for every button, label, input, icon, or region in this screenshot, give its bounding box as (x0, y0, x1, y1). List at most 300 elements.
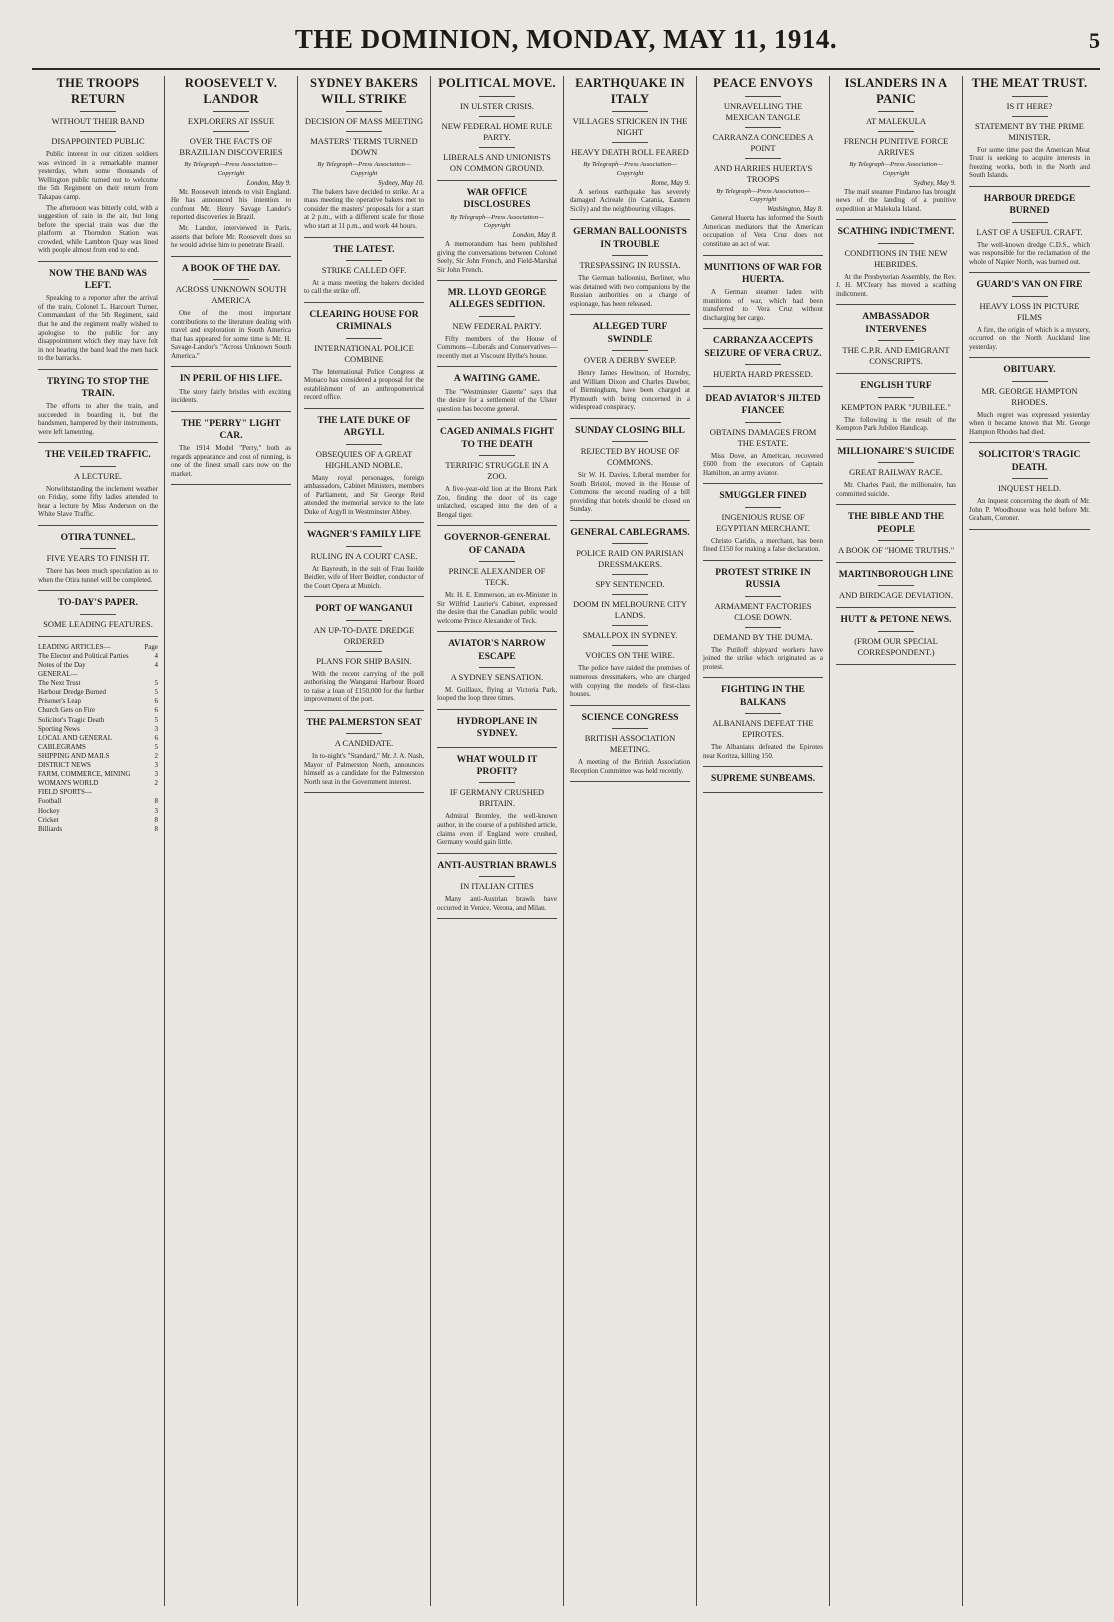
article-headline: ISLANDERS IN A PANIC (844, 76, 948, 106)
article (703, 684, 823, 767)
article (171, 263, 291, 368)
article (171, 76, 291, 257)
rule-divider (612, 594, 648, 595)
article (969, 76, 1090, 187)
rule-divider (1012, 478, 1048, 479)
rule-divider (878, 131, 914, 132)
article-paragraph: Admiral Bromley, the well-known author, in the course of a published article, claims even if England were crushed, Germany would gain little. (437, 812, 557, 847)
rule-divider (80, 111, 116, 112)
rule-divider (745, 713, 781, 714)
article-body (38, 402, 158, 436)
section-divider (570, 314, 690, 315)
rule-divider (479, 561, 515, 562)
contents-label: FARM, COMMERCE, MINING (38, 770, 131, 779)
contents-page: 4 (154, 661, 158, 670)
article-headline: AVIATOR'S NARROW ESCAPE (448, 639, 546, 662)
rule-divider (346, 733, 382, 734)
article (969, 279, 1090, 358)
contents-row (38, 679, 158, 688)
article-deck: WITHOUT THEIR BAND (51, 116, 145, 127)
article-paragraph: General Huerta has informed the South American mediators that the American occupation of Vera Cruz does not constitute an act of war. (703, 214, 823, 248)
article-body (969, 411, 1090, 437)
article-headline: PORT OF WANGANUI (315, 604, 413, 615)
article-body (570, 188, 690, 214)
article-deck: MR. GEORGE HAMPTON RHODES. (981, 385, 1078, 407)
article-headline: WAGNER'S FAMILY LIFE (306, 530, 422, 541)
article-paragraph: Henry James Hewitson, of Hornsby, and William Dixon and Charles Dawber, of Birmingham, have been charged at Plymouth with being concerned in a widespread conspiracy. (570, 369, 690, 412)
article-deck: A LECTURE. (73, 470, 123, 481)
article-headline: TO-DAY'S PAPER. (57, 598, 139, 609)
rule-divider (745, 364, 781, 365)
section-divider (836, 504, 956, 505)
contents-page: 3 (154, 724, 158, 733)
section-divider (437, 747, 557, 748)
article-headline: THE MEAT TRUST. (971, 76, 1088, 90)
article (437, 426, 557, 526)
contents-label: WOMAN'S WORLD (38, 779, 99, 788)
article-paragraph: At Bayreuth, in the suit of Frau Isolde Beidler, wife of Herr Beidler, conductor of the Court Opera at Munich. (304, 564, 424, 590)
article-body (171, 188, 291, 250)
article-body (836, 416, 956, 433)
article-deck: DEMAND BY THE DUMA. (713, 631, 813, 642)
article-body (703, 743, 823, 760)
article-body (38, 485, 158, 519)
section-divider (437, 631, 557, 632)
article-body (836, 188, 956, 214)
contents-label: Church Gets on Fire (38, 706, 95, 715)
section-divider (836, 607, 956, 608)
article-paragraph: The police have raided the premises of numerous dressmakers, who are charged with copying the models of first-class houses. (570, 664, 690, 699)
article-deck: VILLAGES STRICKEN IN THE NIGHT (572, 116, 688, 138)
article-deck: PLANS FOR SHIP BASIN. (316, 655, 412, 666)
article-byline: By Telegraph—Press Association—Copyright (583, 161, 677, 177)
article-body (570, 758, 690, 775)
article-body (304, 752, 424, 786)
section-divider (304, 596, 424, 597)
section-divider (304, 522, 424, 523)
article-headline: EARTHQUAKE IN ITALY (575, 76, 685, 106)
article-byline: By Telegraph—Press Association—Copyright (317, 161, 411, 177)
page-number: 5 (1089, 28, 1100, 53)
contents-page: 6 (154, 697, 158, 706)
article-headline: GENERAL CABLEGRAMS. (570, 527, 690, 538)
article-body (703, 214, 823, 248)
article-headline: GERMAN BALLOONISTS IN TROUBLE (573, 227, 687, 250)
rule-divider (745, 127, 781, 128)
article-headline: THE VEILED TRAFFIC. (45, 450, 151, 461)
rule-divider (612, 111, 648, 112)
article-deck: HEAVY DEATH ROLL FEARED (571, 147, 689, 158)
rule-divider (346, 651, 382, 652)
article-paragraph: At a mass meeting the bakers decided to call the strike off. (304, 278, 424, 296)
article-deck: ALBANIANS DEFEAT THE EPIROTES. (712, 718, 814, 740)
masthead (32, 24, 1100, 70)
article-headline: WHAT WOULD IT PROFIT? (456, 754, 538, 778)
article-deck: A SYDNEY SENSATION. (450, 671, 544, 682)
section-divider (836, 439, 956, 440)
section-divider (437, 709, 557, 710)
article-headline: SUNDAY CLOSING BILL (575, 425, 685, 436)
rule-divider (745, 96, 781, 97)
rule-divider (878, 462, 914, 463)
contents-page: 4 (154, 651, 158, 660)
article-byline: By Telegraph—Press Association—Copyright (716, 187, 810, 204)
article (570, 321, 690, 418)
article (703, 393, 823, 484)
article-body (304, 279, 424, 296)
article (38, 597, 158, 636)
article (437, 716, 557, 748)
contents-page: Page (144, 642, 158, 651)
article-dateline: London, May 8. (512, 231, 557, 240)
section-divider (38, 525, 158, 526)
contents-label: Cricket (38, 815, 59, 824)
article-headline: THE LATE DUKE OF ARGYLL (317, 415, 411, 439)
rule-divider (346, 111, 382, 112)
article-headline: GUARD'S VAN ON FIRE (976, 280, 1083, 291)
contents-label: Sporting News (38, 724, 80, 733)
article-headline: PROTEST STRIKE IN RUSSIA (715, 567, 811, 591)
article-headline: MUNITIONS OF WAR FOR HUERTA. (704, 262, 822, 285)
article-paragraph: Mr. Charles Paul, the millionaire, has committed suicide. (836, 481, 956, 498)
article-body (703, 288, 823, 322)
rule-divider (213, 279, 249, 280)
rule-divider (80, 131, 116, 132)
article-paragraph: Much regret was expressed yesterday when it became known that Mr. George Hampton Rhodes had died. (969, 410, 1090, 436)
article-paragraph: The story fairly bristles with exciting incidents. (171, 387, 291, 405)
article-body (969, 497, 1090, 523)
article (38, 76, 158, 262)
rule-divider (80, 614, 116, 615)
article-body (570, 369, 690, 412)
article-body (437, 591, 557, 625)
rule-divider (745, 627, 781, 628)
article-headline: OTIRA TUNNEL. (60, 532, 136, 543)
article-paragraph: For some time past the American Meat Trust is seeking to acquire interests in freezing works, both in the North and South Islands. (969, 145, 1090, 180)
contents-page: 6 (154, 733, 158, 742)
article-deck: BRITISH ASSOCIATION MEETING. (584, 732, 676, 754)
section-divider (38, 590, 158, 591)
rule-divider (745, 422, 781, 423)
article-deck: FRENCH PUNITIVE FORCE ARRIVES (843, 136, 949, 158)
article-body (304, 670, 424, 704)
article (304, 244, 424, 303)
article-paragraph: Mr. Landor, interviewed in Paris, asserts that before Mr. Roosevelt does so he would advise him to penetrate Brazil. (171, 223, 291, 250)
article (570, 527, 690, 706)
rule-divider (213, 111, 249, 112)
article (304, 717, 424, 794)
article (836, 226, 956, 305)
article-deck: POLICE RAID ON PARISIAN DRESSMAKERS. (576, 548, 684, 570)
article-deck: INGENIOUS RUSE OF EGYPTIAN MERCHANT. (716, 511, 810, 533)
contents-label: Prisoner's Leap (38, 697, 82, 706)
contents-label: Harbour Dredge Burned (38, 688, 107, 697)
article (304, 603, 424, 711)
article-paragraph: A memorandum has been published giving the conversations between Colonel Seely, Sir John French, and Field-Marshal Sir John French. (437, 240, 557, 274)
article-paragraph: There has been much speculation as to when the Otira tunnel will be completed. (38, 567, 158, 584)
section-divider (38, 442, 158, 443)
article-body (836, 273, 956, 299)
contents-row (38, 788, 158, 797)
contents-label: SHIPPING AND MAILS (38, 751, 110, 760)
contents-page: 3 (154, 761, 158, 770)
article (703, 773, 823, 792)
article-paragraph: With the recent carrying of the poll authorising the Wanganui Harbour Board to raise a loan of £150,000 for the further improvement of the port. (304, 669, 424, 704)
rule-divider (346, 260, 382, 261)
section-divider (171, 366, 291, 367)
article-byline: By Telegraph—Press Association—Copyright (184, 161, 278, 177)
article-deck: IF GERMANY CRUSHED BRITAIN. (449, 787, 545, 809)
article-deck: INTERNATIONAL POLICE COMBINE (314, 342, 414, 364)
article-paragraph: Fifty members of the House of Commons—Liberals and Conservatives—recently met at Viscount Hythe's house. (437, 334, 557, 360)
contents-label: The Elector and Political Parties (38, 651, 129, 660)
article (836, 76, 956, 220)
article-paragraph: At the Presbyterian Assembly, the Rev. J. H. M'Cleary has moved a scathing indictment. (836, 272, 956, 298)
rule-divider (479, 147, 515, 148)
article (969, 193, 1090, 273)
section-divider (570, 418, 690, 419)
article (836, 511, 956, 563)
article (437, 373, 557, 420)
article-headline: ROOSEVELT V. LANDOR (184, 76, 278, 106)
section-divider (969, 272, 1090, 273)
article-headline: THE TROOPS RETURN (56, 76, 140, 106)
article-paragraph: The well-known dredge C.D.S., which was responsible for the reclamation of the whole of Napier North, was burned out. (969, 240, 1090, 266)
article-headline: ANTI-AUSTRIAN BRAWLS (437, 860, 557, 871)
contents-row (38, 716, 158, 725)
article-byline: By Telegraph—Press Association—Copyright (450, 213, 544, 229)
contents-row (38, 770, 158, 779)
article-deck: TERRIFIC STRUGGLE IN A ZOO. (445, 460, 549, 482)
article (38, 532, 158, 591)
article-paragraph: Speaking to a reporter after the arrival of the train, Colonel L. Harcourt Turner, Commandant of the 5th Regiment, said that he and the regiment really wished to apologise to the public for any disappointment which they may have felt in not hearing the band lead the men back to the barracks. (38, 294, 158, 363)
article-deck: EXPLORERS AT ISSUE (187, 116, 275, 127)
section-divider (38, 636, 158, 637)
rule-divider (612, 441, 648, 442)
section-divider (836, 664, 956, 665)
article (437, 860, 557, 919)
article-deck: NEW FEDERAL HOME RULE PARTY. (441, 120, 553, 142)
section-divider (969, 186, 1090, 187)
article-deck: (FROM OUR SPECIAL CORRESPONDENT.) (854, 635, 938, 657)
contents-page: 2 (154, 779, 158, 788)
article-body (570, 274, 690, 308)
article (703, 76, 823, 256)
article-body (437, 240, 557, 274)
contents-row (38, 734, 158, 743)
rule-divider (1012, 381, 1048, 382)
article-headline: HUTT & PETONE NEWS. (840, 615, 952, 626)
article-paragraph: The German balloonist, Berliner, who was detained with two companions by the Russian authorities on a charge of espionage, has been released. (570, 274, 690, 308)
article-headline: MARTINBOROUGH LINE (838, 569, 954, 580)
rule-divider (612, 625, 648, 626)
contents-row (38, 825, 158, 834)
article-paragraph: Mr. H. E. Emmerson, an ex-Minister in Sir Wilfrid Laurier's Cabinet, expressed the desire that the Canadian public would welcome Prince Alexander of Teck. (437, 591, 557, 625)
article-dateline: Sydney, May 9. (913, 178, 956, 187)
article-paragraph: The afternoon was bitterly cold, with a suggestion of rain in the air, but long before the special train was due the platform at Thorndon Station was crowded, while Lambton Quay was lined with people almost from end to end. (38, 203, 158, 255)
article-headline: AMBASSADOR INTERVENES (862, 312, 930, 335)
article-headline: NOW THE BAND WAS LEFT. (49, 268, 147, 292)
article-deck: TRESPASSING IN RUSSIA. (579, 260, 681, 271)
article-dateline: Washington, May 8. (767, 205, 823, 214)
contents-label: Football (38, 797, 62, 806)
contents-label: CABLEGRAMS (38, 742, 86, 751)
article (437, 287, 557, 367)
article-headline: HYDROPLANE IN SYDNEY. (456, 717, 538, 740)
rule-divider (612, 255, 648, 256)
rule-divider (479, 782, 515, 783)
article-headline: CARRANZA ACCEPTS SEIZURE OF VERA CRUZ. (704, 336, 822, 359)
article-paragraph: The 1914 Model "Perry," both as regards appearance and cost of running, is one of the finest small cars now on the market. (171, 444, 291, 478)
article-paragraph: The bakers have decided to strike. At a mass meeting the operative bakers met to consider the masters' proposals for a start at 2 p.m., with a different scale for those who start at 11 p.m., and work 44 hours. (304, 187, 424, 230)
article-body (703, 646, 823, 672)
contents-row (38, 661, 158, 670)
contents-row (38, 697, 158, 706)
article-paragraph: A five-year-old lion at the Bronx Park Zoo, finding the door of its cage unlatched, escaped into the den of a Bengal tiger. (437, 485, 557, 519)
section-divider (836, 219, 956, 220)
article-deck: FIVE YEARS TO FINISH IT. (46, 553, 150, 564)
article (38, 376, 158, 444)
contents-label: Notes of the Day (38, 661, 86, 670)
article-body (304, 565, 424, 591)
section-divider (836, 373, 956, 374)
rule-divider (878, 111, 914, 112)
article-deck: CONDITIONS IN THE NEW HEBRIDES. (844, 247, 948, 269)
article-deck: OVER A DERBY SWEEP. (583, 355, 677, 365)
article-headline: SOLICITOR'S TRAGIC DEATH. (978, 450, 1081, 473)
article-deck: THE C.P.R. AND EMIGRANT CONSCRIPTS. (842, 345, 950, 367)
article-headline: ENGLISH TURF (860, 381, 932, 392)
article-deck: NEW FEDERAL PARTY. (452, 320, 542, 331)
article-deck: IN ULSTER CRISIS. (460, 100, 534, 111)
article-paragraph: The Albanians defeated the Epirotes near Koritza, killing 150. (703, 743, 823, 760)
article (836, 446, 956, 505)
article-headline: MR. LLOYD GEORGE ALLEGES SEDITION. (447, 288, 547, 311)
article-body (969, 326, 1090, 352)
section-divider (969, 529, 1090, 530)
article-paragraph: Many anti-Austrian brawls have occurred in Venice, Verona, and Milan. (437, 895, 557, 912)
article-body (38, 567, 158, 584)
rule-divider (346, 620, 382, 621)
article-deck: AN UP-TO-DATE DREDGE ORDERED (313, 624, 415, 646)
contents-row (38, 807, 158, 816)
article-deck: GREAT RAILWAY RACE. (849, 467, 943, 478)
rule-divider (479, 455, 515, 456)
contents-row (38, 670, 158, 679)
article (836, 614, 956, 664)
article-headline: THE LATEST. (333, 244, 395, 255)
section-divider (171, 411, 291, 412)
article-headline: DEAD AVIATOR'S JILTED FIANCEE (705, 394, 821, 417)
contents-page: 3 (154, 770, 158, 779)
article-paragraph: An inquest concerning the death of Mr. John P. Woodhouse was held before Mr. Graham, Coroner. (969, 497, 1090, 523)
contents-row (38, 688, 158, 697)
article-deck: DOOM IN MELBOURNE CITY LANDS. (572, 599, 688, 621)
article-headline: GOVERNOR-GENERAL OF CANADA (443, 533, 551, 556)
contents-row (38, 652, 158, 661)
article-body (38, 294, 158, 362)
rule-divider (346, 131, 382, 132)
article-deck: HUERTA HARD PRESSED. (713, 369, 813, 379)
article-deck: A CANDIDATE. (334, 738, 394, 749)
article (836, 311, 956, 374)
article-body (570, 664, 690, 698)
section-divider (437, 918, 557, 919)
contents-page: 6 (154, 706, 158, 715)
section-divider (703, 255, 823, 256)
contents-label: The Next Trust (38, 679, 81, 688)
section-divider (38, 261, 158, 262)
article-dateline: Sydney, May 10. (378, 178, 424, 187)
rule-divider (745, 507, 781, 508)
masthead-title: THE DOMINION, MONDAY, MAY 11, 1914. (294, 24, 838, 54)
article (437, 76, 557, 181)
contents-page: 8 (154, 797, 158, 806)
contents-label: Billiards (38, 824, 63, 833)
rule-divider (213, 131, 249, 132)
article (38, 449, 158, 526)
article-body (703, 537, 823, 554)
article-headline: CLEARING HOUSE FOR CRIMINALS (309, 309, 419, 333)
rule-divider (346, 546, 382, 547)
contents-list (38, 643, 158, 834)
article (836, 569, 956, 608)
article-paragraph: Mr. Roosevelt intends to visit England. He has announced his intention to confront Mr. Henry Savage Landor's reported discoveries in Brazil. (171, 187, 291, 222)
article-headline: WAR OFFICE DISCLOSURES (463, 187, 531, 211)
article-deck: RULING IN A COURT CASE. (310, 550, 418, 561)
article (703, 567, 823, 678)
section-divider (570, 781, 690, 782)
article-headline: PEACE ENVOYS (713, 76, 813, 90)
article-body (304, 188, 424, 231)
column-1 (32, 76, 165, 1606)
contents-label: Solicitor's Tragic Death (38, 715, 105, 724)
column-2 (165, 76, 298, 1606)
article-body (437, 686, 557, 703)
contents-row (38, 643, 158, 652)
article-headline: THE BIBLE AND THE PEOPLE (847, 512, 945, 535)
article-deck: DECISION OF MASS MEETING (304, 116, 424, 127)
article-paragraph: Public interest in our citizen soldiers was evinced in a remarkable manner yesterday, when some thousands of Wellington public turned out to welcome the 5th Regiment on their return from Takapau camp. (38, 150, 158, 201)
contents-row (38, 816, 158, 825)
section-divider (703, 386, 823, 387)
column-4 (431, 76, 564, 1606)
contents-row (38, 752, 158, 761)
rule-divider (878, 397, 914, 398)
rule-divider (878, 340, 914, 341)
section-divider (703, 560, 823, 561)
article-body (304, 474, 424, 517)
rule-divider (612, 645, 648, 646)
article-dateline: Rome, May 9. (651, 178, 690, 187)
article-headline: A BOOK OF THE DAY. (181, 263, 281, 274)
article-paragraph: The following is the result of the Kempton Park Jubilee Handicap. (836, 415, 956, 433)
article-deck: SMALLPOX IN SYDNEY. (582, 630, 678, 641)
contents-label: LEADING ARTICLES— (38, 642, 111, 651)
article-headline: OBITUARY. (1003, 365, 1056, 376)
article-paragraph: M. Guillaux, flying at Victoria Park, looped the loop three times. (437, 685, 557, 703)
article-headline: POLITICAL MOVE. (438, 76, 556, 90)
article-paragraph: Sir W. H. Davies, Liberal member for South Bristol, moved in the House of Commons the second reading of a bill providing that hotels should be closed on Sunday. (570, 471, 690, 514)
article-deck: OVER THE FACTS OF BRAZILIAN DISCOVERIES (179, 136, 283, 158)
article-body (703, 452, 823, 478)
section-divider (304, 237, 424, 238)
rule-divider (1012, 96, 1048, 97)
article-paragraph: Christo Caridis, a merchant, has been fined £150 for making a false declaration. (703, 536, 823, 554)
article-paragraph: The mail steamer Pindaroo has brought news of the landing of a punitive expedition at Malekula Island. (836, 187, 956, 213)
rule-divider (1012, 116, 1048, 117)
article-deck: STRIKE CALLED OFF. (321, 264, 407, 275)
